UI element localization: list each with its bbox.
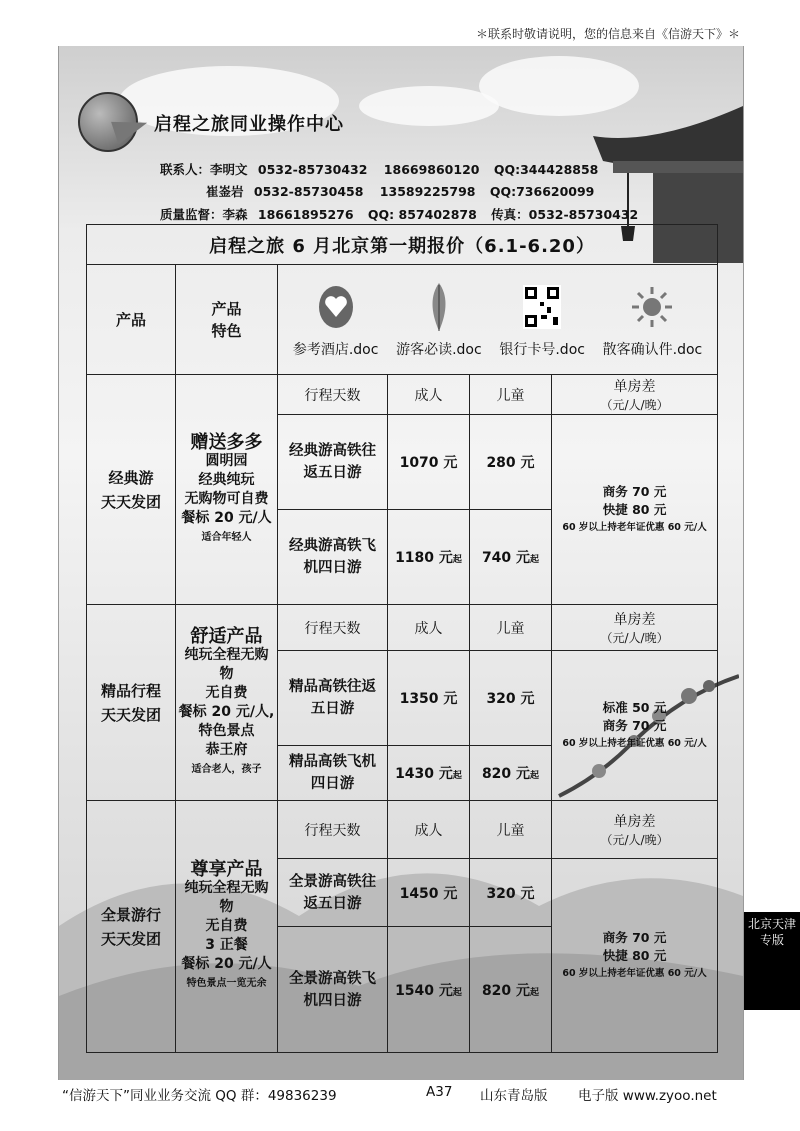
footer-qq-group: “信游天下”同业业务交流 QQ 群：49836239 xyxy=(62,1088,337,1104)
room-diff-header: 单房差 （元/人/晚） xyxy=(552,375,718,415)
feature-line: 经典纯玩 xyxy=(198,471,255,488)
price-table xyxy=(86,224,718,1053)
product-name: 全景游行 天天发团 xyxy=(87,801,176,1053)
contact-qq: QQ:736620099 xyxy=(489,184,595,199)
doc-link-bank[interactable] xyxy=(499,281,585,359)
route-name: 精品高铁往返 五日游 xyxy=(278,651,388,746)
feature-line: 纯玩全程无购物 xyxy=(184,880,269,915)
feature-line: 圆明园 xyxy=(205,452,248,469)
contact-phone: 0532-85730458 xyxy=(253,184,364,199)
adult-price: 1450 元 xyxy=(388,859,470,927)
product-features xyxy=(176,375,278,605)
table-caption: 启程之旅 6 月北京第一期报价（6.1-6.20） xyxy=(87,225,718,265)
contact-person: 质量监督：李森 xyxy=(160,207,248,222)
route-name: 全景游高铁飞 机四日游 xyxy=(278,927,388,1053)
room-diff-header: 单房差 （元/人/晚） xyxy=(552,605,718,651)
days-header: 行程天数 xyxy=(278,375,388,415)
child-price: 320 元 xyxy=(470,651,552,746)
feature-line: 餐标 20 元/人 xyxy=(181,956,272,972)
feature-title: 尊享产品 xyxy=(190,859,263,880)
room-diff-values: 商务 70 元 快捷 80 元 60 岁以上持老年证优惠 60 元/人 xyxy=(552,859,718,1053)
product-name: 精品行程 天天发团 xyxy=(87,605,176,801)
doc-link-guide[interactable] xyxy=(396,281,482,359)
route-name: 经典游高铁往 返五日游 xyxy=(278,415,388,510)
feature-title: 舒适产品 xyxy=(190,625,263,647)
child-price: 320 元 xyxy=(470,859,552,927)
feature-title: 赠送多多 xyxy=(190,431,263,453)
adult-header: 成人 xyxy=(388,375,470,415)
adult-header: 成人 xyxy=(388,605,470,651)
contact-phone: 18661895276 xyxy=(257,207,354,222)
heart-icon xyxy=(316,281,356,333)
feature-line: 无自费 xyxy=(205,684,248,701)
room-diff-header: 单房差 （元/人/晚） xyxy=(552,801,718,859)
doc-link-confirm[interactable] xyxy=(603,281,703,359)
product-header: 产品 xyxy=(87,265,176,375)
footer-website[interactable]: 电子版 www.zyoo.net xyxy=(578,1088,717,1104)
adult-price: 1180 元起 xyxy=(388,510,470,605)
child-header: 儿童 xyxy=(470,605,552,651)
feature-line: 纯玩全程无购物 xyxy=(184,646,269,682)
contact-person: 联系人：李明文 xyxy=(160,162,248,177)
adult-header: 成人 xyxy=(388,801,470,859)
doc-link-hotel[interactable] xyxy=(293,281,379,359)
organization-name: 启程之旅同业操作中心 xyxy=(154,114,344,135)
child-price: 740 元起 xyxy=(470,510,552,605)
route-name: 全景游高铁往 返五日游 xyxy=(278,859,388,927)
feature-header: 产品 特色 xyxy=(176,265,278,375)
doc-label: 银行卡号.doc xyxy=(499,341,585,358)
product-name: 经典游 天天发团 xyxy=(87,375,176,605)
feature-line: 恭王府 xyxy=(205,741,248,758)
feature-line: 特色景点 xyxy=(198,722,255,739)
adult-price: 1350 元 xyxy=(388,651,470,746)
section-side-tab: 北京天津专版 xyxy=(744,912,800,1010)
product-features xyxy=(176,605,278,801)
sun-icon xyxy=(632,281,672,333)
contact-line xyxy=(206,182,594,200)
feather-icon xyxy=(419,281,459,333)
footer-page-number: A37 xyxy=(426,1084,453,1100)
contact-mobile: 18669860120 xyxy=(383,162,480,177)
feature-line: 3 正餐 xyxy=(205,937,248,953)
route-name: 经典游高铁飞 机四日游 xyxy=(278,510,388,605)
header-note: ＊联系时敬请说明，您的信息来自《信游天下》＊ xyxy=(475,27,740,41)
contact-fax: 传真：0532-85730432 xyxy=(491,207,639,222)
room-diff-values: 商务 70 元 快捷 80 元 60 岁以上持老年证优惠 60 元/人 xyxy=(552,415,718,605)
doc-label: 散客确认件.doc xyxy=(602,341,703,358)
days-header: 行程天数 xyxy=(278,801,388,859)
footer-edition: 山东青岛版 xyxy=(480,1088,548,1104)
contact-qq: QQ:344428858 xyxy=(493,162,599,177)
child-price: 820 元起 xyxy=(470,927,552,1053)
qr-code-icon xyxy=(522,281,562,333)
contact-qq: QQ: 857402878 xyxy=(367,207,477,222)
feature-note: 适合年轻人 xyxy=(201,531,252,543)
adult-price: 1540 元起 xyxy=(388,927,470,1053)
days-header: 行程天数 xyxy=(278,605,388,651)
feature-note: 特色景点一览无余 xyxy=(186,978,267,989)
child-price: 280 元 xyxy=(470,415,552,510)
feature-line: 餐标 20 元/人, xyxy=(178,703,275,720)
child-header: 儿童 xyxy=(470,801,552,859)
contact-line xyxy=(160,205,638,223)
doc-label: 游客必读.doc xyxy=(396,341,482,358)
feature-line: 无自费 xyxy=(205,918,248,934)
doc-label: 参考酒店.doc xyxy=(292,341,379,358)
contact-person: 崔崟岩 xyxy=(206,184,244,199)
adult-price: 1430 元起 xyxy=(388,746,470,801)
child-header: 儿童 xyxy=(470,375,552,415)
contact-line xyxy=(160,160,598,178)
contact-mobile: 13589225798 xyxy=(379,184,476,199)
route-name: 精品高铁飞机 四日游 xyxy=(278,746,388,801)
document-links-cell xyxy=(278,265,718,375)
feature-note: 适合老人，孩子 xyxy=(191,763,262,775)
feature-line: 无购物可自费 xyxy=(184,490,269,507)
room-diff-values: 标准 50 元 商务 70 元 60 岁以上持老年证优惠 60 元/人 xyxy=(552,651,718,801)
product-features xyxy=(176,801,278,1053)
feature-line: 餐标 20 元/人 xyxy=(181,509,272,526)
contact-phone: 0532-85730432 xyxy=(257,162,368,177)
child-price: 820 元起 xyxy=(470,746,552,801)
adult-price: 1070 元 xyxy=(388,415,470,510)
